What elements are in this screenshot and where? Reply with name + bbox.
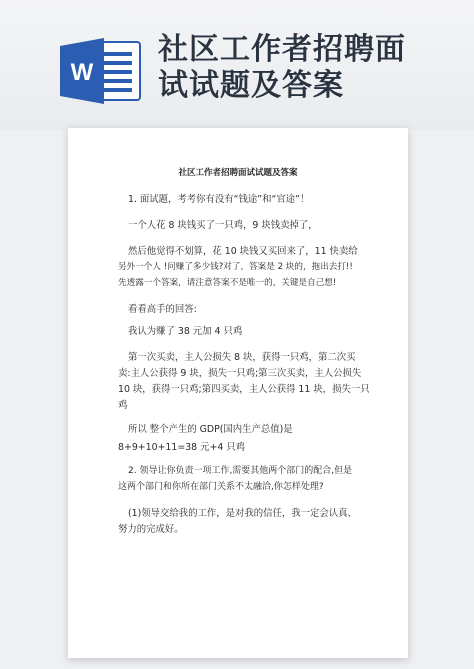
text-line: (1)领导交给我的工作，是对我的信任，我一定会认真、	[128, 508, 357, 519]
document-page	[68, 128, 408, 658]
logo-letter: W	[70, 59, 94, 86]
text-line: 鸡	[118, 400, 128, 411]
text-line: 1. 面试题，考考你有没有“钱途”和“官途”！	[128, 194, 310, 205]
text-line: 卖:主人公获得 9 块，损失一只鸡;第三次买卖，主人公损失	[118, 368, 362, 379]
text-line: 8+9+10+11=38 元+4 只鸡	[118, 442, 246, 453]
text-line: 然后他觉得不划算，花 10 块钱又买回来了，11 快卖给	[128, 246, 358, 257]
text-line: 这两个部门和你所在部门关系不太融洽,你怎样处理?	[118, 482, 324, 492]
text-line: 10 块，获得一只鸡;第四买卖，主人公获得 11 块，损失一只	[118, 384, 370, 395]
text-line: 所以 整个产生的 GDP(国内生产总值)是	[128, 424, 293, 435]
text-line: 努力的完成好。	[118, 524, 184, 535]
text-line: 2. 领导让你负责一项工作,需要其他两个部门的配合,但是	[128, 466, 353, 476]
text-line: 一个人花 8 块钱买了一只鸡，9 块钱卖掉了，	[128, 220, 318, 231]
text-line: 我认为赚了 38 元加 4 只鸡	[128, 326, 243, 337]
text-line: 另外一个人 !问赚了多少钱?对了，答案是 2 块的，拖出去打!!	[118, 262, 353, 272]
word-icon	[60, 38, 142, 104]
text-line: 先透露一个答案，请注意答案不是唯一的，关键是自己想!	[118, 278, 337, 288]
text-line: 看看高手的回答:	[128, 304, 197, 315]
header-banner	[0, 0, 474, 130]
banner-title	[158, 32, 458, 104]
text-line: 第一次买卖，主人公损失 8 块，获得一只鸡，第二次买	[128, 352, 356, 363]
banner-title-line-2: 试试题及答案	[158, 68, 344, 103]
banner-title-line-1: 社区工作者招聘面	[158, 32, 406, 67]
document-heading: 社区工作者招聘面试试题及答案	[178, 168, 298, 178]
